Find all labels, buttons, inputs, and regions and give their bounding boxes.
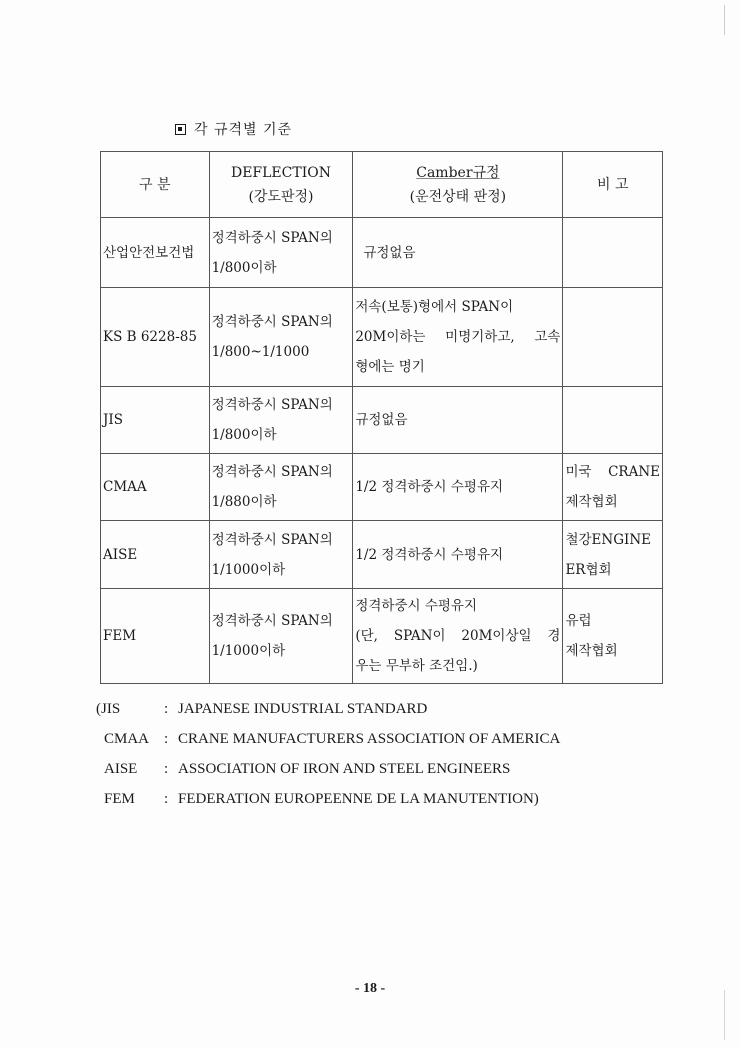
cell-category: 산업안전보건법 <box>101 218 210 288</box>
cell-category: AISE <box>101 521 210 589</box>
header-deflection: DEFLECTION (강도판정) <box>209 152 353 218</box>
header-category: 구 분 <box>101 152 210 218</box>
cell-category: CMAA <box>101 454 210 521</box>
cell-camber: 정격하중시 수평유지 (단, SPAN이 20M이상일 경 우는 무부하 조건임.) <box>353 589 563 684</box>
section-heading <box>175 119 292 139</box>
cell-remarks <box>563 288 663 387</box>
cell-deflection: 정격하중시 SPAN의 1/800이하 <box>209 218 353 288</box>
scan-artifact <box>724 990 725 1040</box>
cell-remarks <box>563 387 663 454</box>
cell-camber: 저속(보통)형에서 SPAN이 20M이하는 미명기하고, 고속 형에는 명기 <box>353 288 563 387</box>
cell-category: JIS <box>101 387 210 454</box>
cell-remarks: 철강ENGINE ER협회 <box>563 521 663 589</box>
square-bullet-icon <box>175 124 186 135</box>
cell-camber: 규정없음 <box>353 218 563 288</box>
table-row <box>101 521 663 589</box>
cell-camber: 1/2 정격하중시 수평유지 <box>353 521 563 589</box>
cell-deflection: 정격하중시 SPAN의 1/880이하 <box>209 454 353 521</box>
table-row <box>101 218 663 288</box>
abbreviation-legend <box>96 694 560 814</box>
standards-table <box>100 151 663 684</box>
legend-item: CMAA : CRANE MANUFACTURERS ASSOCIATION OF AMERICA <box>104 731 561 747</box>
cell-deflection: 정격하중시 SPAN의 1/800이하 <box>209 387 353 454</box>
page-number: - 18 - <box>354 981 386 996</box>
header-remarks: 비 고 <box>563 152 663 218</box>
cell-deflection: 정격하중시 SPAN의 1/800~1/1000 <box>209 288 353 387</box>
cell-remarks: 미국 CRANE 제작협회 <box>563 454 663 521</box>
section-title-text: 각 규격별 기준 <box>194 122 293 138</box>
cell-remarks: 유럽 제작협회 <box>563 589 663 684</box>
legend-item: (JIS : JAPANESE INDUSTRIAL STANDARD <box>96 701 428 717</box>
cell-remarks <box>563 218 663 288</box>
table-row <box>101 454 663 521</box>
cell-category: FEM <box>101 589 210 684</box>
cell-camber: 규정없음 <box>353 387 563 454</box>
cell-camber: 1/2 정격하중시 수평유지 <box>353 454 563 521</box>
legend-item: FEM : FEDERATION EUROPEENNE DE LA MANUTENTION) <box>104 791 539 807</box>
cell-deflection: 정격하중시 SPAN의 1/1000이하 <box>209 589 353 684</box>
header-camber: Camber규정 (운전상태 판정) <box>353 152 563 218</box>
cell-category: KS B 6228-85 <box>101 288 210 387</box>
table-header-row <box>101 152 663 218</box>
scan-artifact <box>724 5 725 35</box>
cell-deflection: 정격하중시 SPAN의 1/1000이하 <box>209 521 353 589</box>
table-row <box>101 288 663 387</box>
legend-item: AISE : ASSOCIATION OF IRON AND STEEL ENGINEERS <box>104 761 511 777</box>
table-row <box>101 387 663 454</box>
table-row <box>101 589 663 684</box>
